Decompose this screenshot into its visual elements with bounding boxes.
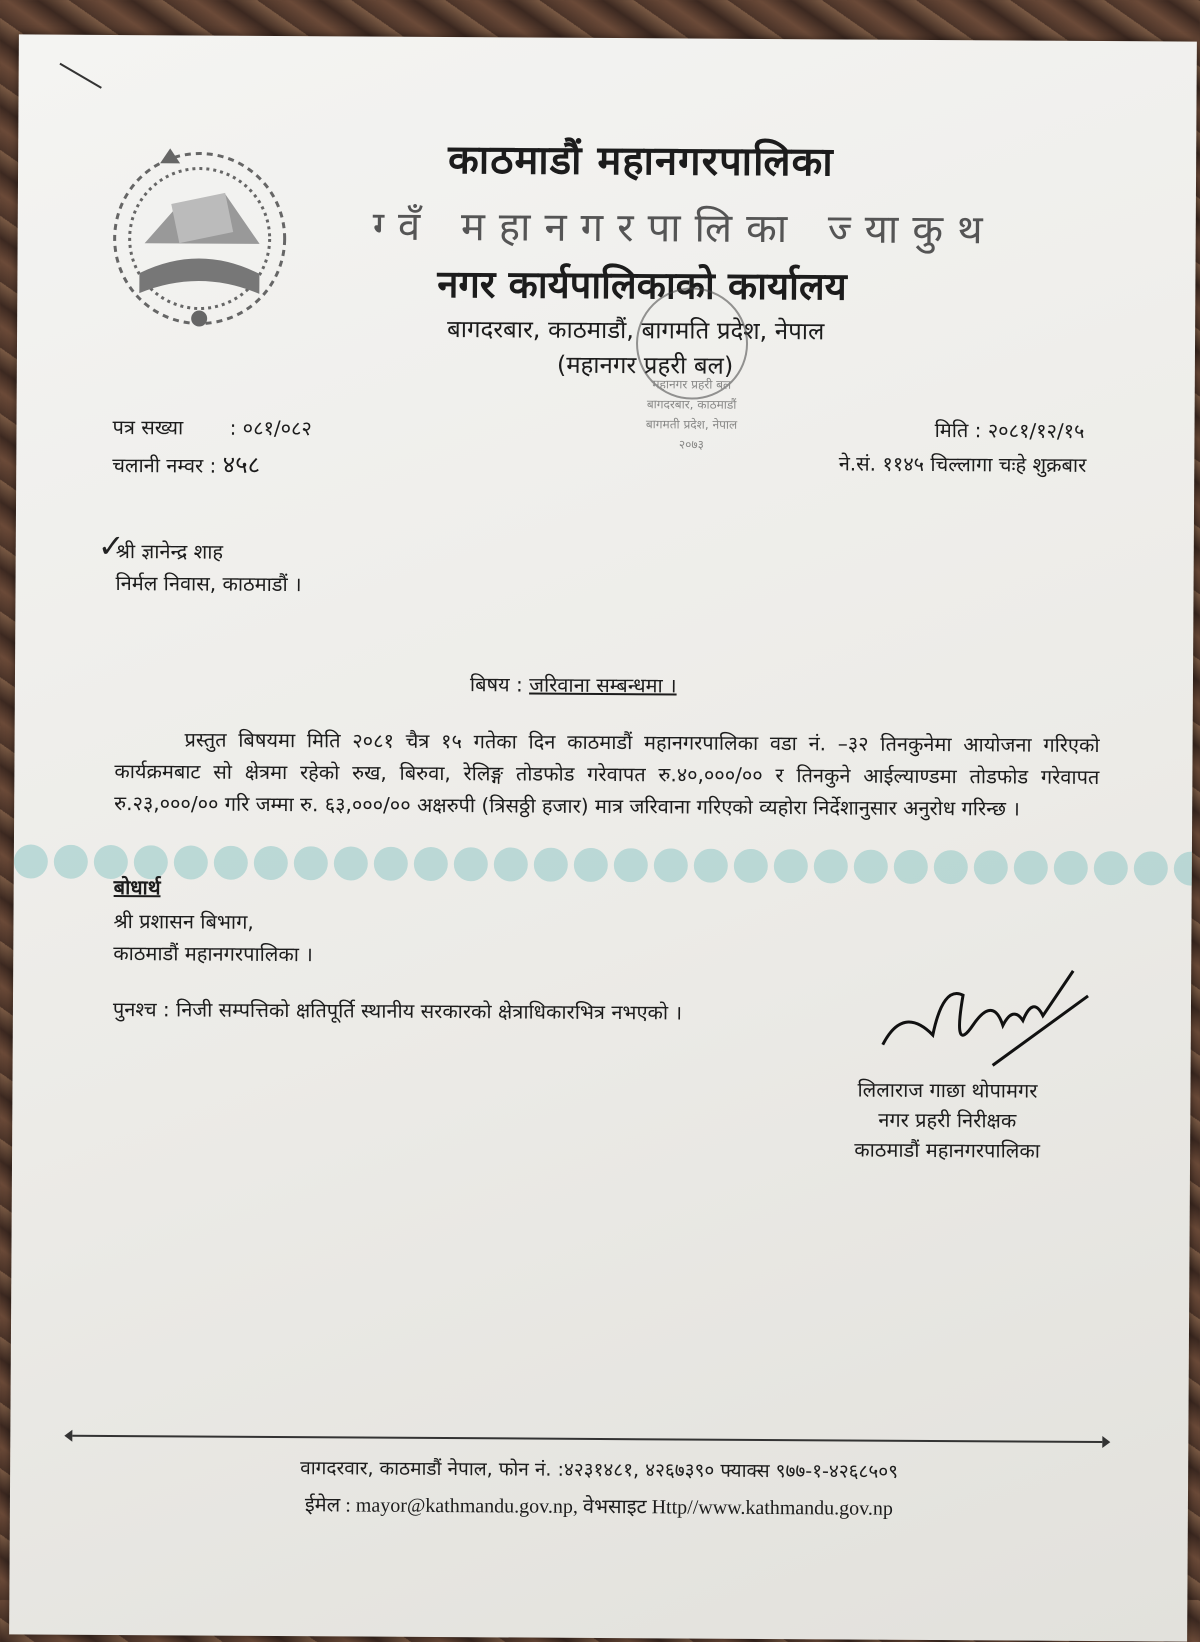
checkmark-icon: ✓ bbox=[97, 526, 125, 566]
stamp-line-1: महानगर प्रहरी बल bbox=[652, 377, 732, 392]
signer-org: काठमाडौं महानगरपालिका bbox=[854, 1137, 1040, 1163]
stamp-line-3: बागमती प्रदेश, नेपाल bbox=[645, 417, 738, 432]
watermark-strip bbox=[14, 844, 1192, 887]
office-name: नगर कार्यपालिकाको कार्यालय bbox=[437, 261, 847, 309]
recipient-address: निर्मल निवास, काठमाडौं । bbox=[115, 571, 302, 597]
signer-title: नगर प्रहरी निरीक्षक bbox=[878, 1107, 1017, 1133]
signer-block bbox=[822, 1074, 1073, 1166]
letter-body: प्रस्तुत बिषयमा मिति २०८१ चैत्र १५ गतेका दिन काठमाडौं महानगरपालिका वडा नं. –३२ तिनकुनेमा आयोजना गरिएको कार्यक्रमबाट सो क्षेत्रमा रहेको रुख, बिरुवा, रेलिङ्ग तोडफोड गरेवापत रु.४०,०००/०० र तिनकुने आईल्याण्डमा तोडफोड गरेवापत रु.२३,०००/०० गरि जम्मा रु. ६३,०००/०० अक्षरुपी (त्रिसठ्ठी हजार) मात्र जरिवाना गरिएको व्यहोरा निर्देशानुसार अनुरोध गरिन्छ । bbox=[114, 727, 1100, 821]
dispatch-number-value: ४५८ bbox=[222, 450, 261, 479]
pen-mark bbox=[59, 63, 101, 89]
office-stamp bbox=[606, 283, 777, 464]
dispatch-number-label: चलानी नम्वर : bbox=[112, 452, 217, 478]
footer-rule bbox=[72, 1435, 1102, 1443]
office-address: बागदरबार, काठमाडौं, बागमति प्रदेश, नेपाल bbox=[447, 315, 825, 346]
cc-line-1: श्री प्रशासन बिभाग, bbox=[113, 909, 254, 934]
signer-name: लिलाराज गाछा थोपामगर bbox=[857, 1077, 1038, 1103]
letter-number-value: : ०८१/०८२ bbox=[229, 415, 312, 441]
dispatch-number bbox=[112, 447, 260, 481]
org-name-newa-script: ग्वँ महानगरपालिका ज्याकुथ bbox=[372, 203, 997, 254]
postscript: पुनश्च : निजी सम्पत्तिको क्षतिपूर्ति स्थानीय सरकारको क्षेत्राधिकारभित्र नभएको । bbox=[112, 997, 683, 1025]
office-unit: (महानगर प्रहरी बल) bbox=[556, 350, 734, 380]
signature bbox=[872, 965, 1103, 1086]
recipient-name: श्री ज्ञानेन्द्र शाह bbox=[115, 539, 224, 564]
stamp-line-2: बागदरबार, काठमाडौं bbox=[646, 397, 737, 412]
subject-text: जरिवाना सम्बन्धमा । bbox=[529, 672, 677, 698]
stamp-line-4: २०७३ bbox=[678, 437, 704, 452]
cc-title: बोधार्थ bbox=[113, 875, 161, 900]
letter-number bbox=[112, 413, 312, 441]
cc-block bbox=[113, 905, 313, 970]
footer-contact: वागदरवार, काठमाडौं नेपाल, फोन नं. :४२३१४८१, ४२६७३९० फ्याक्स ९७७-१-४२६८५०९ bbox=[300, 1457, 899, 1483]
org-name: काठमाडौं महानगरपालिका bbox=[447, 137, 834, 186]
nepal-emblem-icon bbox=[99, 143, 300, 334]
letter-paper bbox=[9, 34, 1197, 1641]
nepal-sambat-date: ने.सं. ११४५ चिल्लागा चःहे शुक्रबार bbox=[838, 451, 1087, 477]
recipient-block bbox=[115, 535, 301, 600]
cc-line-2: काठमाडौं महानगरपालिका । bbox=[113, 941, 313, 967]
letter-date: मिति : २०८१/१२/१५ bbox=[934, 418, 1085, 443]
footer-web: ईमेल : mayor@kathmandu.gov.np, वेभसाइट Http//www.kathmandu.gov.np bbox=[304, 1494, 893, 1520]
subject-line bbox=[470, 670, 677, 698]
subject-label: बिषय : bbox=[469, 672, 523, 697]
letter-number-label: पत्र सख्या bbox=[112, 414, 184, 440]
